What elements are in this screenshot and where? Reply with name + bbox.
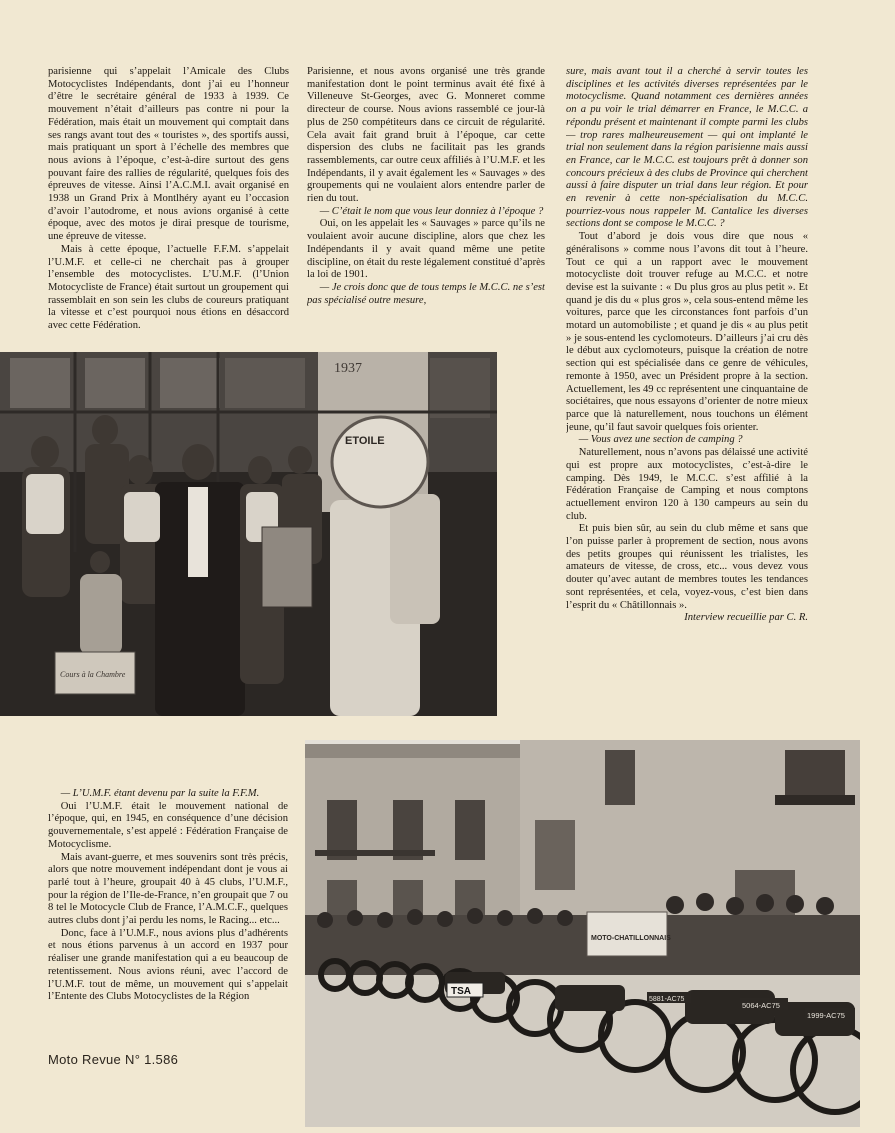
text-column-4 (48, 788, 288, 1050)
photo2-plate-2: 5881-AC75 (649, 996, 685, 1003)
photo1-drum-text: ETOILE (345, 435, 385, 447)
paragraph: Naturellement, nous n’avons pas délaissé une activité qui est propre aux motocyclistes, c’est-à-dire le camping. Dès 1949, le M.C.C. s’est affilié à la Fédération Française de Camping et nous comptons actuellement environ 120 à 130 campeurs au sein du club. (566, 447, 808, 522)
paragraph: Et puis bien sûr, au sein du club même et sans que l’on puisse parler à proprement de section, nous avons des petits groupes qui réunissent les trialistes, les amateurs de vitesse, de cross, etc... vous devez vous douter qu’avec autant de membres toutes les tendances sont représentées, et cela, voyez-vous, c’est bien dans l’esprit du « Châtillonnais ». (566, 523, 808, 611)
paragraph: parisienne qui s’appelait l’Amicale des Clubs Motocyclistes Indépendants, dont j’ai eu l’honneur d’être le secrétaire général de 1933 à 1939. Ce mouvement n’était d’ailleurs pas contre ni pour la Fédération, mais était un mouvement qui comptait dans ses rangs avant tout des « touristes », des sportifs aussi, mais pratiquant un sport à l’échelle des membres que nous avions à l’époque, c’est-à-dire surtout des gens pouvant faire des rallies de régularité, quelques fois des épreuves de vitesse. Ainsi l’A.C.M.I. avait organisé en 1938 un Grand Prix à Montlhéry ayant eu l’occasion d’avoir l’autodrome, et nous avions organisé à cette époque, avec des motos je dirai presque de tourisme, une épreuve de vitesse. (48, 66, 289, 243)
photo-costumed-group (0, 352, 497, 716)
paragraph: Oui, on les appelait les « Sauvages » parce qu’ils ne voulaient avoir aucune discipline, alors que chez les Indépendants il y avait quand même une petite discipline, on était du reste légalement constitué d’après la loi de 1901. (307, 218, 545, 281)
page-footer: Moto Revue N° 1.586 (48, 1052, 179, 1067)
paragraph: Parisienne, et nous avons organisé une très grande manifestation dont le point terminus avait été fixé à Villeneuve St-Georges, avec G. Monneret comme directeur de course. Nous avions rassemblé ce jour-là plus de 250 compétiteurs dans ce circuit de régularité. Cela avait fait grand bruit à l’époque, car cette dispersion des clubs ne facilitait pas les grands rassemblements, car outre ceux affiliés à l’U.M.F. et les Indépendants, il y avait également les « Sauvages » des groupements qui ne voulaient alors entendre parler de rien du tout. (307, 66, 545, 205)
text-column-3 (566, 66, 808, 706)
photo2-plate-1: TSA (451, 986, 471, 997)
text-column-1 (48, 66, 289, 332)
photo1-sign-text: Cours à la Chambre (60, 670, 126, 679)
photo-motorcycles-lineup (305, 740, 860, 1127)
photo-motorcycles-lineup-art (305, 740, 860, 1127)
paragraph: Oui l’U.M.F. était le mouvement national de l’époque, qui, en 1945, en conséquence d’une décision gouvernementale, s’est appelé : Fédération Française de Motocyclisme. (48, 800, 288, 850)
paragraph: — C’était le nom que vous leur donniez à l’époque ? (319, 205, 544, 217)
paragraph: — Je crois donc que de tous temps le M.C.C. ne s’est pas spécialisé outre mesure, (307, 281, 545, 306)
text-column-2 (307, 66, 545, 332)
text-column-3-body (566, 66, 808, 612)
paragraph: sure, mais avant tout il a cherché à servir toutes les disciplines et les activités diverses représentées par le motocyclisme. Quand notamment ces dernières années on a pu voir le trial démarrer en France, le M.C.C. a répondu présent et maintenant il compte parmi les clubs — trop rares malheureusement — qui ont implanté le trial non seulement dans la région parisienne mais aussi en France, car le M.C.C. est toujours prêt à donner son concours précieux à des clubs de Province qui cherchent aussi à faire disputer un trial dans leur région. Et pour en revenir à cette non-spécialisation du M.C.C. pourriez-vous nous rappeler M. Cantalice les diverses sections dont se compose le M.C.C. ? (566, 66, 808, 230)
interview-signature: Interview recueillie par C. R. (684, 612, 808, 624)
paragraph: Mais à cette époque, l’actuelle F.F.M. s’appelait l’U.M.F. et celle-ci ne cherchait pas à grouper l’ensemble des motocyclistes. L’U.M.F. (l’Union Motocycliste de France) était surtout un groupement qui rassemblait en son sein les clubs de coureurs pratiquant la vitesse et c’est pourquoi nous étions en désaccord avec cette Fédération. (48, 243, 289, 332)
photo2-plate-4: 1999-AC75 (807, 1011, 845, 1020)
photo1-banner-text: 1937 (334, 361, 362, 376)
photo2-banner-text: MOTO-CHATILLONNAIS (591, 935, 671, 942)
paragraph: Donc, face à l’U.M.F., nous avions plus d’adhérents et nous étions parvenus à un accord en 1937 pour réaliser une grande manifestation qui a eu beaucoup de retentissement. Nous avions réuni, avec l’accord de l’U.M.F. tout de même, un mouvement qui s’appelait l’Entente des Clubs Motocyclistes de la Région (48, 927, 288, 1003)
paragraph: Tout d’abord je dois vous dire que nous « généralisons » comme nous l’avons dit tout à l’heure. Tout ce qui a un rapport avec le mouvement motocycliste doit trouver refuge au M.C.C. et notre devise est la suivante : « Du plus gros au plus petit ». Et quand je dis du « plus gros », cela sous-entend même les voitures, parce que les circonstances font parfois d’un motard un automobiliste ; et quand je dis « au plus petit » je sous-entend les cyclomoteurs. D’ailleurs j’ai cru dès le début aux cyclomoteurs, puisque la création de notre section qui est spécialisée dans ce genre de véhicules, remonte à 1950, avec un Président propre à la section. Actuellement, les 49 cc représentent une cinquantaine de sociétaires, que nous essayons d’orienter de notre mieux parce que là naturellement, nous touchons un élément jeune, qu’il faut savoir quelques fois orienter. (566, 231, 808, 433)
photo2-plate-3: 5064-AC75 (742, 1001, 780, 1010)
paragraph: Mais avant-guerre, et mes souvenirs sont très précis, alors que notre mouvement indépendant dont je vous ai parlé tout à l’heure, groupait 40 à 45 clubs, l’U.M.F., pour la région de l’Ile-de-France, n’en groupait que 7 ou 8 tel le Motocycle Club de France, l’A.M.C.F., quelques autres clubs dont j’ai perdu les noms, le Racing... etc... (48, 851, 288, 927)
photo-costumed-group-art (0, 352, 497, 716)
paragraph: — Vous avez une section de camping ? (578, 434, 743, 446)
paragraph: — L’U.M.F. étant devenu par la suite la F.F.M. (60, 788, 260, 799)
